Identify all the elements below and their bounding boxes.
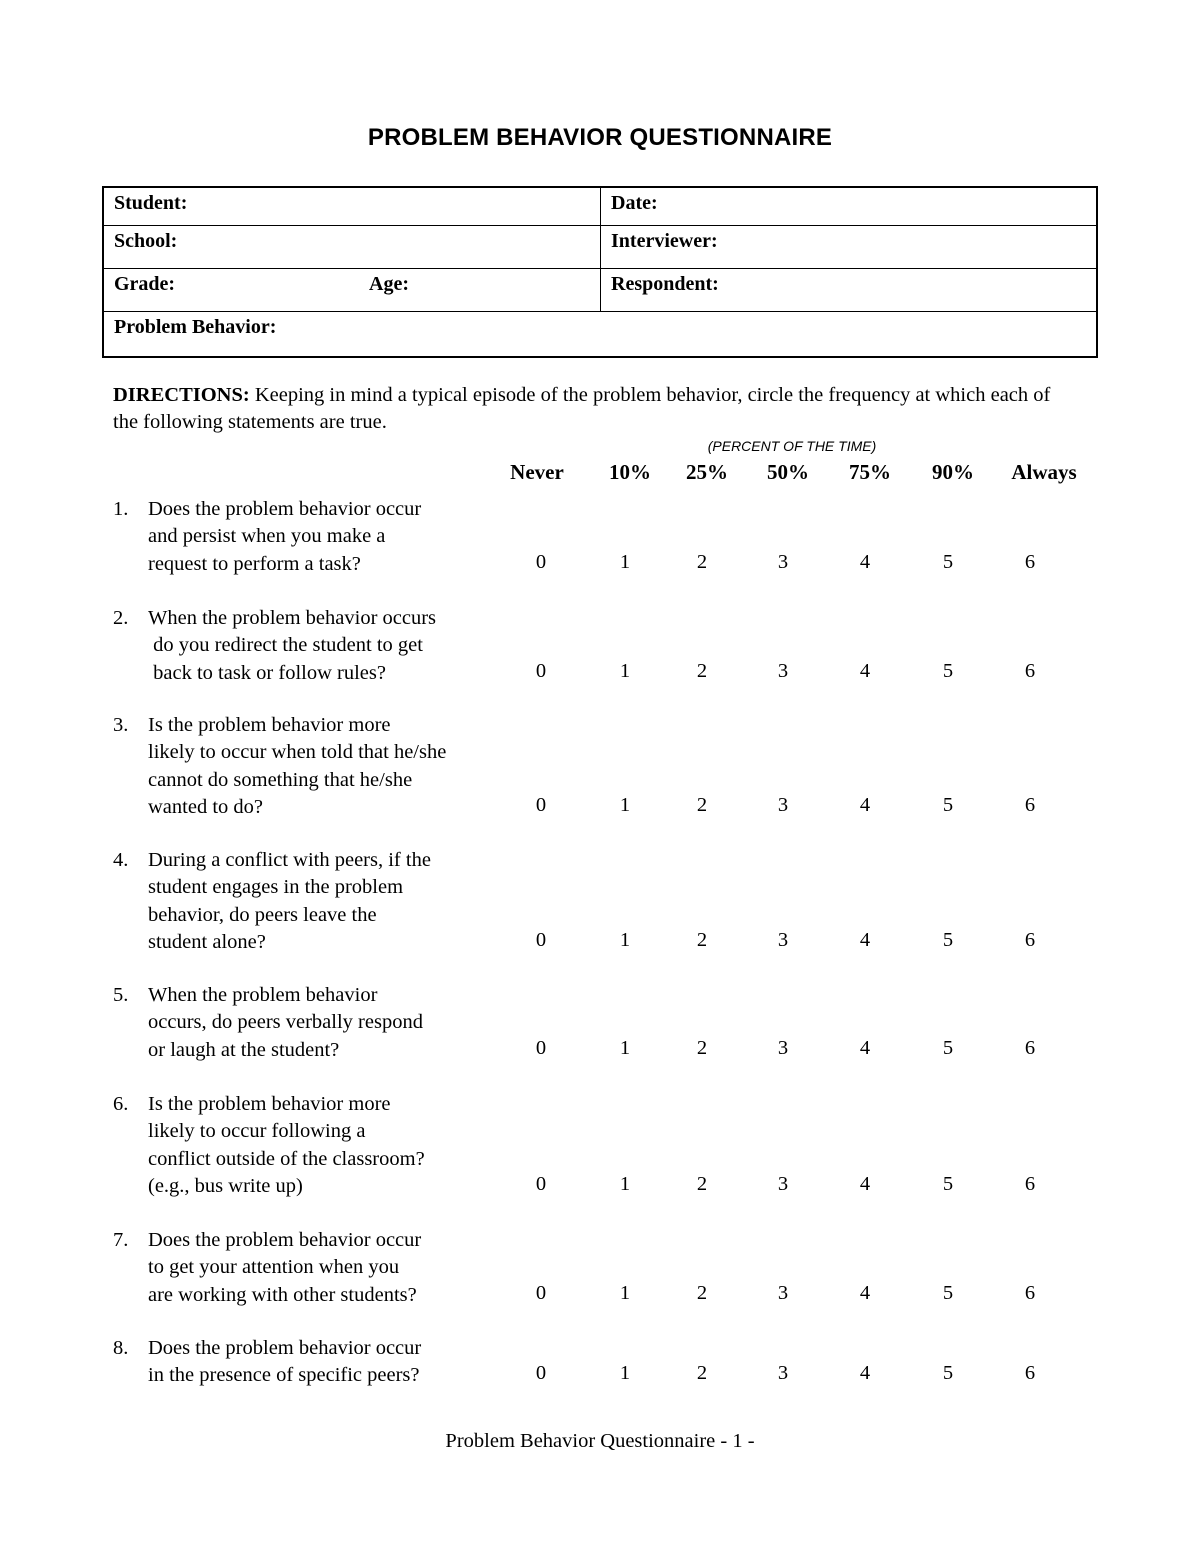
score-option[interactable]: 0 (535, 550, 547, 573)
question-line: request to perform a task? (148, 552, 361, 575)
problem-behavior-field[interactable]: Problem Behavior: (114, 316, 277, 338)
directions-text: Keeping in mind a typical episode of the problem behavior, circle the frequency at which each of the following statements are true. (113, 384, 1051, 433)
question-line: Is the problem behavior more (148, 1093, 391, 1115)
score-option[interactable]: 1 (619, 928, 631, 951)
score-option[interactable]: 0 (535, 659, 547, 682)
page-footer: Problem Behavior Questionnaire - 1 - (445, 1430, 755, 1452)
page-title: PROBLEM BEHAVIOR QUESTIONNAIRE (367, 124, 833, 151)
score-option[interactable]: 1 (619, 1172, 631, 1195)
score-option[interactable]: 6 (1024, 793, 1036, 816)
question-text (148, 496, 421, 578)
question-line: occurs, do peers verbally respond (148, 1011, 423, 1034)
score-option[interactable]: 2 (696, 1036, 708, 1059)
info-row (104, 312, 1096, 356)
student-info-table (102, 186, 1098, 358)
directions-label: DIRECTIONS: (113, 384, 250, 406)
score-option[interactable]: 3 (777, 1281, 789, 1304)
question-line: likely to occur when told that he/she (148, 741, 447, 764)
score-option[interactable]: 2 (696, 1362, 708, 1385)
score-option[interactable]: 6 (1024, 1281, 1036, 1304)
score-option[interactable]: 1 (619, 659, 631, 682)
score-option[interactable]: 4 (859, 928, 871, 951)
score-option[interactable]: 0 (535, 1281, 547, 1304)
score-option[interactable]: 5 (942, 1281, 954, 1304)
column-header: 25% (686, 460, 728, 484)
score-option[interactable]: 0 (535, 1362, 547, 1385)
question-text (148, 1335, 421, 1390)
info-row (104, 226, 1096, 269)
score-option[interactable]: 3 (777, 550, 789, 573)
score-option[interactable]: 1 (619, 550, 631, 573)
question-line: are working with other students? (148, 1283, 417, 1306)
question-line: back to task or follow rules? (148, 661, 386, 684)
score-option[interactable]: 5 (942, 1362, 954, 1385)
column-header: 90% (932, 460, 974, 484)
question-number: 2. (113, 607, 129, 629)
score-option[interactable]: 1 (619, 1036, 631, 1059)
score-option[interactable]: 5 (942, 928, 954, 951)
score-option[interactable]: 1 (619, 1281, 631, 1304)
question-number: 1. (113, 498, 129, 520)
score-option[interactable]: 4 (859, 550, 871, 573)
score-option[interactable]: 2 (696, 793, 708, 816)
score-option[interactable]: 2 (696, 928, 708, 951)
question-number: 6. (113, 1093, 129, 1115)
grade-field[interactable]: Grade: (114, 273, 176, 295)
question-text (148, 712, 446, 821)
question-number: 7. (113, 1229, 129, 1251)
column-header: Always (1011, 460, 1077, 484)
question-text (148, 982, 423, 1064)
score-option[interactable]: 2 (696, 659, 708, 682)
score-option[interactable]: 4 (859, 1281, 871, 1304)
question-text (148, 847, 431, 956)
school-field[interactable]: School: (104, 226, 601, 268)
score-option[interactable]: 6 (1024, 550, 1036, 573)
question-line: During a conflict with peers, if the (148, 849, 431, 871)
age-field[interactable]: Age: (369, 273, 409, 295)
score-option[interactable]: 0 (535, 928, 547, 951)
score-option[interactable]: 3 (777, 793, 789, 816)
percent-header: (PERCENT OF THE TIME) (707, 438, 877, 454)
question-line: When the problem behavior (148, 984, 378, 1006)
directions (113, 382, 1073, 436)
question-text (148, 1091, 425, 1200)
score-option[interactable]: 4 (859, 1172, 871, 1195)
question-number: 5. (113, 984, 129, 1006)
question-line: When the problem behavior occurs (148, 607, 437, 629)
score-option[interactable]: 6 (1024, 1036, 1036, 1059)
score-option[interactable]: 3 (777, 1362, 789, 1385)
question-number: 4. (113, 849, 129, 871)
score-option[interactable]: 6 (1024, 659, 1036, 682)
score-option[interactable]: 0 (535, 793, 547, 816)
column-header: 50% (767, 460, 809, 484)
score-option[interactable]: 4 (859, 1362, 871, 1385)
question-text (148, 605, 436, 687)
score-option[interactable]: 3 (777, 928, 789, 951)
question-line: or laugh at the student? (148, 1038, 340, 1061)
column-header: 10% (609, 460, 651, 484)
score-option[interactable]: 6 (1024, 928, 1036, 951)
score-option[interactable]: 5 (942, 793, 954, 816)
info-row (104, 188, 1096, 226)
score-option[interactable]: 5 (942, 1036, 954, 1059)
question-line: do you redirect the student to get (148, 634, 423, 657)
question-line: Does the problem behavior occur (148, 498, 422, 520)
score-option[interactable]: 3 (777, 659, 789, 682)
score-option[interactable]: 3 (777, 1172, 789, 1195)
column-header: Never (510, 460, 564, 484)
score-option[interactable]: 0 (535, 1172, 547, 1195)
score-option[interactable]: 6 (1024, 1172, 1036, 1195)
score-option[interactable]: 2 (696, 1172, 708, 1195)
question-line: behavior, do peers leave the (148, 903, 377, 926)
question-line: conflict outside of the classroom? (148, 1147, 425, 1170)
score-option[interactable]: 3 (777, 1036, 789, 1059)
question-line: and persist when you make a (148, 525, 386, 548)
question-line: (e.g., bus write up) (148, 1174, 303, 1197)
grade-age-cell (104, 269, 601, 311)
score-option[interactable]: 5 (942, 659, 954, 682)
score-option[interactable]: 6 (1024, 1362, 1036, 1385)
score-option[interactable]: 1 (619, 1362, 631, 1385)
question-line: Does the problem behavior occur (148, 1229, 422, 1251)
question-number: 3. (113, 714, 129, 736)
score-option[interactable]: 0 (535, 1036, 547, 1059)
score-option[interactable]: 2 (696, 1281, 708, 1304)
score-option[interactable]: 5 (942, 1172, 954, 1195)
question-line: to get your attention when you (148, 1256, 400, 1279)
question-text (148, 1227, 421, 1309)
question-line: wanted to do? (148, 795, 263, 818)
date-field[interactable]: Date: (611, 192, 658, 214)
question-line: likely to occur following a (148, 1120, 366, 1143)
score-option[interactable]: 5 (942, 550, 954, 573)
score-option[interactable]: 4 (859, 659, 871, 682)
question-line: Does the problem behavior occur (148, 1337, 422, 1359)
student-field[interactable]: Student: (104, 188, 601, 225)
score-option[interactable]: 1 (619, 793, 631, 816)
question-line: student engages in the problem (148, 876, 404, 899)
column-header: 75% (849, 460, 891, 484)
respondent-field[interactable]: Respondent: (611, 273, 719, 295)
info-row (104, 269, 1096, 312)
question-line: cannot do something that he/she (148, 768, 413, 791)
score-option[interactable]: 4 (859, 1036, 871, 1059)
question-number: 8. (113, 1337, 129, 1359)
score-option[interactable]: 2 (696, 550, 708, 573)
question-line: in the presence of specific peers? (148, 1364, 420, 1387)
score-option[interactable]: 4 (859, 793, 871, 816)
interviewer-field[interactable]: Interviewer: (611, 230, 718, 252)
question-line: Is the problem behavior more (148, 714, 391, 736)
question-line: student alone? (148, 930, 266, 953)
